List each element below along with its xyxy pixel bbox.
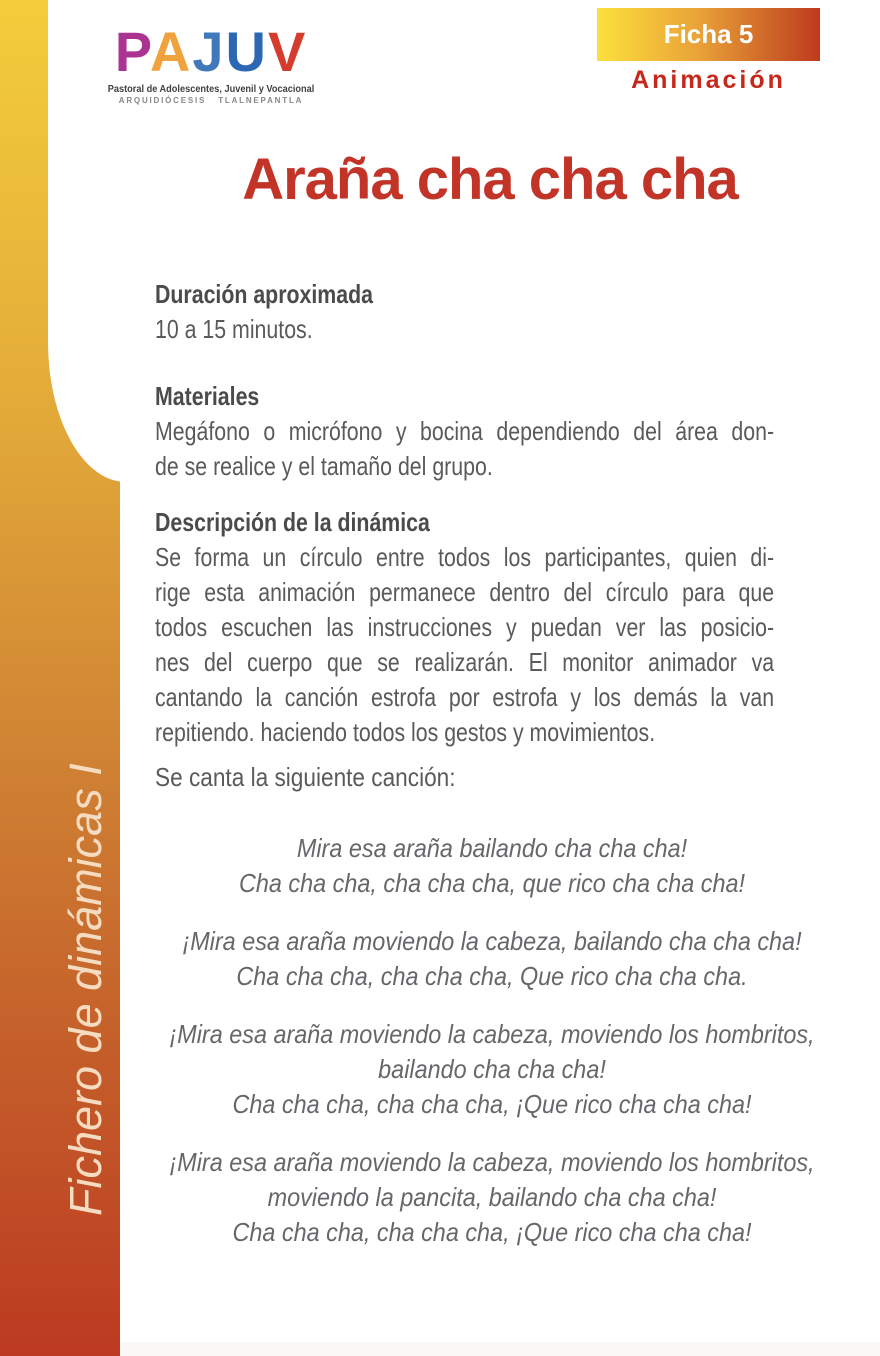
section-heading: Materiales bbox=[155, 381, 260, 411]
section-body: 10 a 15 minutos. bbox=[155, 314, 313, 344]
section-duracion bbox=[155, 276, 774, 347]
section-body: Megáfono o micrófono y bocina dependiendo del área don- de se realice y el tamaño del grupo. bbox=[155, 416, 775, 481]
category-label: Animación bbox=[631, 66, 786, 94]
section-body: Se forma un círculo entre todos los participantes, quien di- rige esta animación permanece dentro del círculo para que todos escuchen las instrucciones y puedan ver las posicio- nes del cuerpo que se realizarán. El monitor animador va cantando la canción estrofa por estrofa y los demás la van repitiendo. haciendo todos los gestos y movimientos. bbox=[155, 542, 775, 747]
logo-subline: ARQUIDIÓCESIS TLALNEPANTLA bbox=[118, 96, 304, 105]
stanza: Mira esa araña bailando cha cha cha! Cha cha cha, cha cha cha, que rico cha cha cha! bbox=[238, 833, 746, 898]
logo-letter: J bbox=[192, 20, 226, 83]
stanza: ¡Mira esa araña moviendo la cabeza, moviendo los hombritos, moviendo la pancita, bailando cha cha cha! Cha cha cha, cha cha cha, ¡Que rico cha cha cha! bbox=[169, 1147, 815, 1247]
pajuv-logo bbox=[95, 20, 327, 105]
logo-letter: A bbox=[149, 20, 193, 83]
section-heading: Duración aproximada bbox=[155, 279, 374, 309]
section-heading: Descripción de la dinámica bbox=[155, 507, 430, 537]
sidebar-vertical-label: Fichero de dinámicas I bbox=[60, 763, 111, 1216]
logo-letter: P bbox=[114, 20, 150, 83]
logo-letter: V bbox=[267, 20, 308, 83]
logo-letter: U bbox=[225, 20, 268, 83]
bottom-edge-strip bbox=[120, 1342, 880, 1356]
section-descripcion bbox=[155, 504, 774, 750]
pajuv-logo-wordmark bbox=[95, 20, 327, 83]
stanza: ¡Mira esa araña moviendo la cabeza, moviendo los hombritos, bailando cha cha cha! Cha cha cha, cha cha cha, ¡Que rico cha cha cha! bbox=[169, 1019, 815, 1119]
song-lyrics bbox=[141, 831, 843, 1273]
stanza: ¡Mira esa araña moviendo la cabeza, bailando cha cha cha! Cha cha cha, cha cha cha, Que rico cha cha cha. bbox=[182, 926, 802, 991]
ficha-number-banner: Ficha 5 bbox=[597, 8, 820, 61]
section-materiales bbox=[155, 378, 774, 484]
page-title: Araña cha cha cha bbox=[242, 147, 738, 212]
song-intro: Se canta la siguiente canción: bbox=[155, 762, 456, 792]
logo-tagline: Pastoral de Adolescentes, Juvenil y Vocacional bbox=[107, 84, 315, 95]
